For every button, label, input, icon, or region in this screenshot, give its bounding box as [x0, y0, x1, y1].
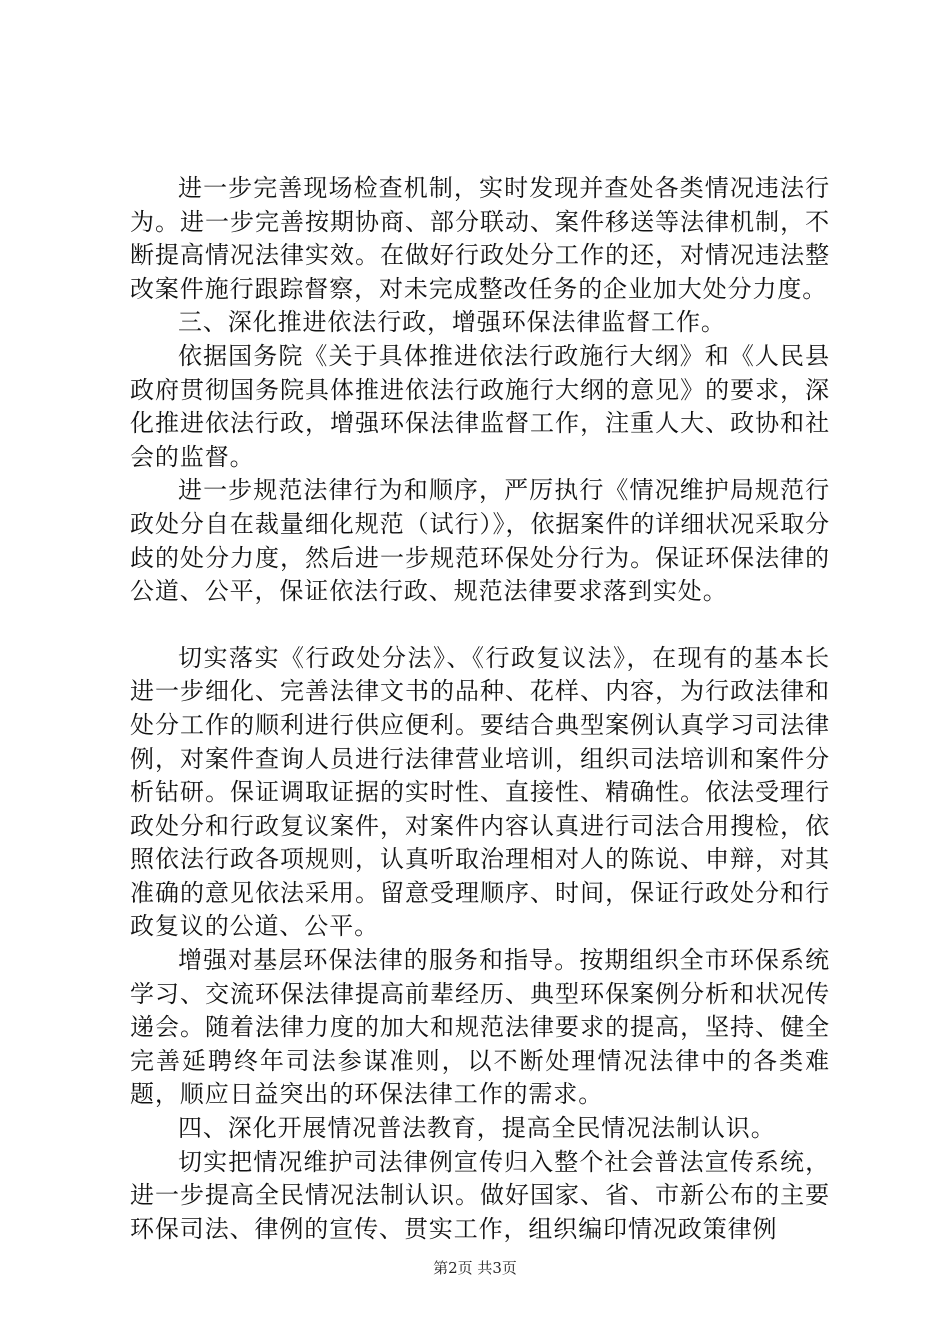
paragraph-legal-publicity: 切实把情况维护司法律例宣传归入整个社会普法宣传系统，进一步提高全民情况法制认识。做好国家、省、市新公布的主要环保司法、律例的宣传、贯实工作，组织编印情况政策律例 [130, 1147, 830, 1243]
paragraph-regulate-law-enforcement: 进一步规范法律行为和顺序，严厉执行《情况维护局规范行政处分自在裁量细化规范（试行）》，依据案件的详细状况采取分歧的处分力度，然后进一步规范环保处分行为。保证环保法律的公道、公平，保证依法行政、规范法律要求落到实处。 [130, 476, 830, 606]
document-body [130, 172, 830, 1246]
paragraph-administrative-penalty-law: 切实落实《行政处分法》、《行政复议法》，在现有的基本长进一步细化、完善法律文书的品种、花样、内容，为行政法律和处分工作的顺利进行供应便利。要结合典型案例认真学习司法律例，对案件查询人员进行法律营业培训，组织司法培训和案件分析钻研。保证调取证据的实时性、直接性、精确性。依法受理行政处分和行政复议案件，对案件内容认真进行司法合用搜检，依照依法行政各项规则，认真听取治理相对人的陈说、申辩，对其准确的意见依法采用。留意受理顺序、时间，保证行政处分和行政复议的公道、公平。 [130, 643, 830, 941]
section-heading-4: 四、深化开展情况普法教育，提高全民情况法制认识。 [178, 1114, 776, 1143]
paragraph-state-council-outline: 依据国务院《关于具体推进依法行政施行大纲》和《人民县政府贯彻国务院具体推进依法行政施行大纲的意见》的要求，深化推进依法行政，增强环保法律监督工作，注重人大、政协和社会的监督。 [130, 341, 830, 471]
page-number-footer: 第2页 共3页 [433, 1259, 517, 1277]
paragraph-grassroots-guidance: 增强对基层环保法律的服务和指导。按期组织全市环保系统学习、交流环保法律提高前辈经历、典型环保案例分析和状况传递会。随着法律力度的加大和规范法律要求的提高，坚持、健全完善延聘终年司法参谋准则，以不断处理情况法律中的各类难题，顺应日益突出的环保法律工作的需求。 [130, 946, 830, 1109]
paragraph-site-inspection: 进一步完善现场检查机制，实时发现并查处各类情况违法行为。进一步完善按期协商、部分联动、案件移送等法律机制，不断提高情况法律实效。在做好行政处分工作的还，对情况违法整改案件施行跟踪督察，对未完成整改任务的企业加大处分力度。 [130, 174, 830, 303]
section-heading-3: 三、深化推进依法行政，增强环保法律监督工作。 [178, 308, 726, 337]
